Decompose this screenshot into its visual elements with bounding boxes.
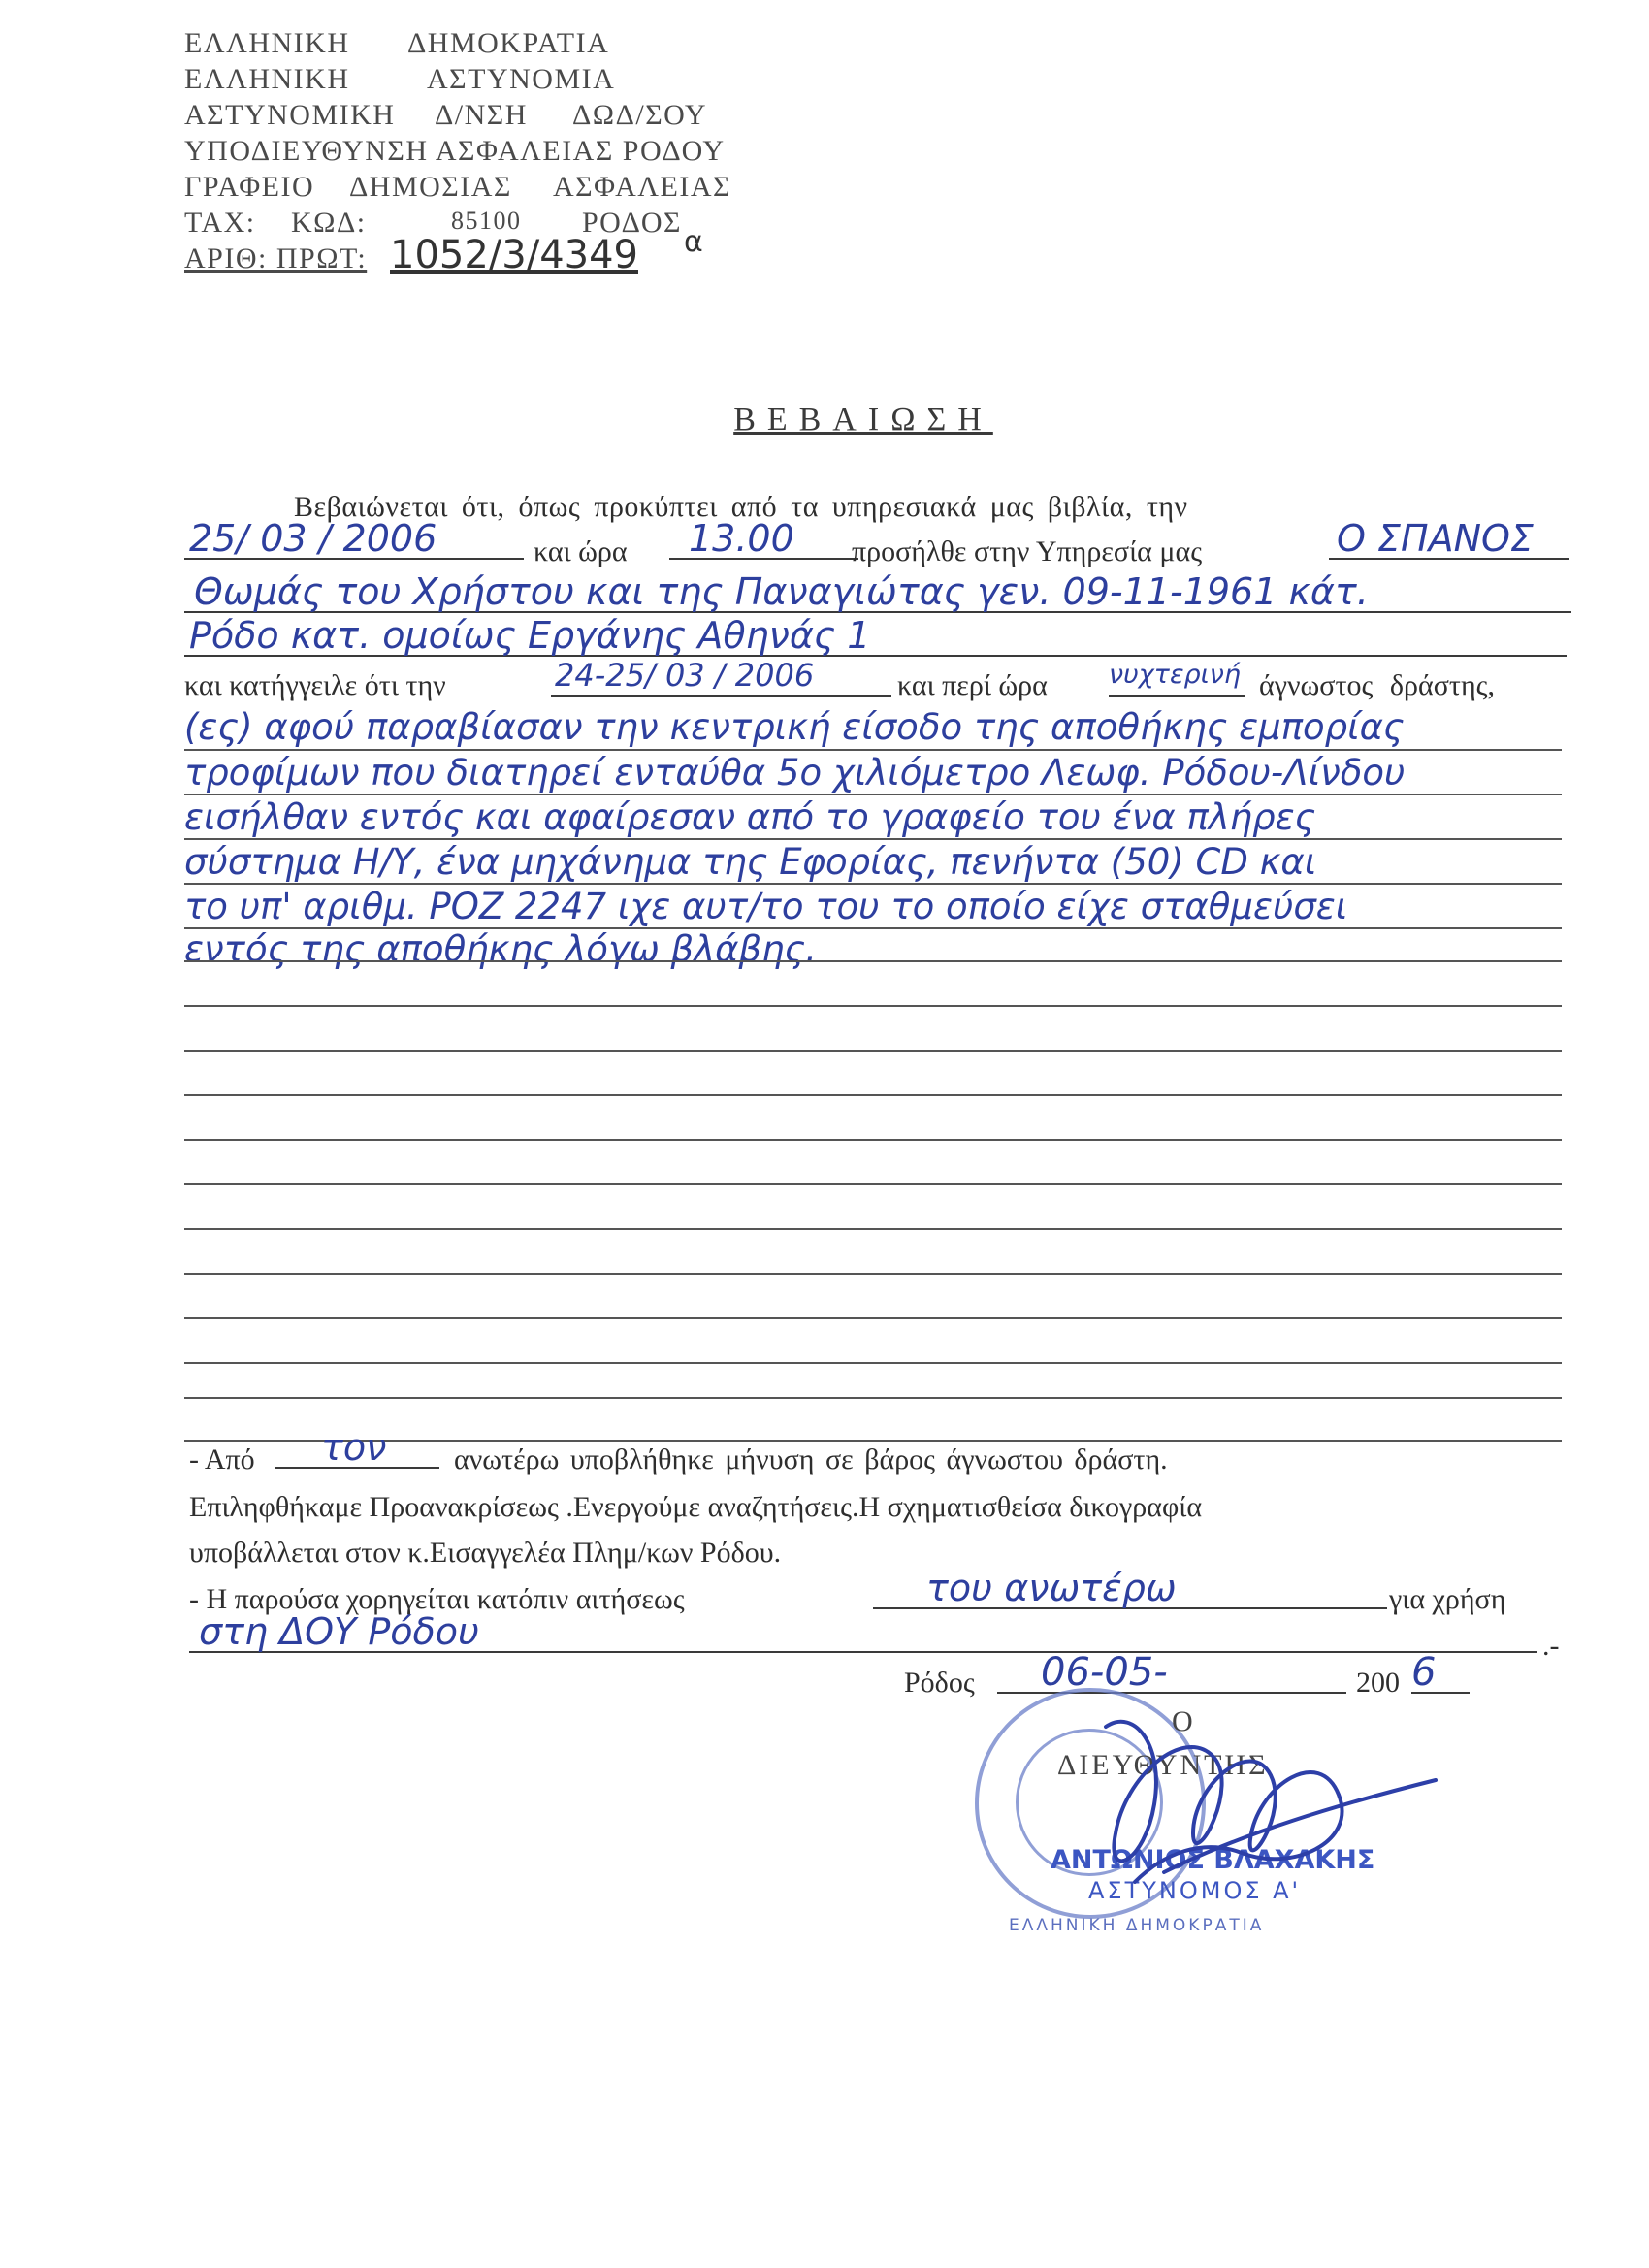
protocol-label: ΑΡΙΘ: ΠΡΩΤ:: [184, 243, 368, 275]
header-text: ΥΠΟΔΙΕΥΘΥΝΣΗ ΑΣΦΑΛΕΙΑΣ ΡΟΔΟΥ: [184, 135, 726, 167]
narrative-line: το υπ' αριθμ. ΡΟΖ 2247 ιχε αυτ/το του το οποίο είχε σταθμεύσει: [184, 886, 1348, 927]
header-text: ΕΛΛΗΝΙΚΗ: [184, 27, 350, 59]
header-text: ΑΣΦΑΛΕΙΑΣ: [553, 171, 731, 203]
ruled-line: [184, 1183, 1562, 1185]
label: Ρόδος: [904, 1667, 975, 1699]
incident-date: 24-25/ 03 / 2006: [551, 656, 891, 697]
appearance-time: 13.00: [669, 519, 858, 560]
ruled-line: [184, 1228, 1562, 1230]
header-text: Δ/ΝΣΗ: [435, 99, 528, 131]
header-text: ΚΩΔ:: [291, 207, 367, 239]
signature-title: ΔΙΕΥΘΥΝΤΗΣ: [1057, 1749, 1269, 1781]
label: άγνωστος δράστης,: [1259, 669, 1496, 701]
issue-year-digit: 6: [1411, 1653, 1470, 1694]
label: - Η παρούσα χορηγείται κατόπιν αιτήσεως: [189, 1583, 685, 1615]
complainant-ref: τον: [275, 1428, 439, 1469]
ruled-line: [184, 1397, 1562, 1399]
ruled-line: [184, 1005, 1562, 1007]
ruled-line: [184, 883, 1562, 885]
label: - Από: [189, 1443, 255, 1475]
footer-text: υποβάλλεται στον κ.Εισαγγελέα Πλημ/κων Ρόδου.: [189, 1537, 782, 1569]
header-text: ΑΣΤΥΝΟΜΙΑ: [427, 63, 616, 95]
label: και κατήγγειλε ότι την: [184, 669, 446, 701]
label: προσήλθε στην Υπηρεσία μας: [852, 535, 1203, 567]
header-text: ΔΩΔ/ΣΟΥ: [572, 99, 708, 131]
ruled-line: [184, 1362, 1562, 1364]
narrative-line: τροφίμων που διατηρεί ενταύθα 5ο χιλιόμετρο Λεωφ. Ρόδου-Λίνδου: [184, 752, 1406, 794]
header-text: ΔΗΜΟΚΡΑΤΙΑ: [407, 27, 610, 59]
stamp-text: ΕΛΛΗΝΙΚΗ ΔΗΜΟΚΡΑΤΙΑ: [1009, 1916, 1265, 1935]
officer-rank: ΑΣΤΥΝΟΜΟΣ Α': [1088, 1877, 1302, 1904]
ruled-line: [184, 1317, 1562, 1319]
document-title: ΒΕΒΑΙΩΣΗ: [733, 402, 993, 437]
header-text: ΡΟΔΟΣ: [582, 207, 682, 239]
label: και περί ώρα: [897, 669, 1048, 701]
ruled-line: [184, 1094, 1562, 1096]
person-details: Θωμάς του Χρήστου και της Παναγιώτας γεν. 09-11-1961 κάτ.: [184, 572, 1571, 613]
ruled-line: [184, 838, 1562, 840]
header-text: 85100: [451, 207, 522, 235]
label: και ώρα: [534, 535, 628, 567]
protocol-number: 1052/3/4349: [390, 233, 638, 277]
header-text: ΑΣΤΥΝΟΜΙΚΗ: [184, 99, 396, 131]
ruled-line: [184, 794, 1562, 795]
narrative-line: εισήλθαν εντός και αφαίρεσαν από το γραφείο του ένα πλήρες: [184, 796, 1316, 838]
intro-text: Βεβαιώνεται ότι, όπως προκύπτει από τα υπηρεσιακά μας βιβλία, την: [294, 491, 1188, 523]
officer-name: ΑΝΤΩΝΙΟΣ ΒΛΑΧΑΚΗΣ: [1051, 1845, 1375, 1875]
person-name: Ο ΣΠΑΝΟΣ: [1329, 519, 1569, 560]
label: ανωτέρω υποβλήθηκε μήνυση σε βάρος άγνωστου δράστη.: [454, 1443, 1168, 1475]
header-text: ΤΑΧ:: [184, 207, 256, 239]
incident-time: νυχτερινή: [1109, 656, 1245, 697]
handwritten-signature: [1048, 1688, 1465, 1911]
narrative-line: (ες) αφού παραβίασαν την κεντρική είσοδο της αποθήκης εμπορίας: [184, 706, 1405, 748]
person-address: Ρόδο κατ. ομοίως Εργάνης Αθηνάς 1: [184, 616, 1567, 657]
separator: .-: [1542, 1630, 1560, 1662]
issue-year: 200: [1356, 1667, 1400, 1699]
label: για χρήση: [1389, 1583, 1506, 1615]
narrative-line: σύστημα Η/Υ, ένα μηχάνημα της Εφορίας, πενήντα (50) CD και: [184, 841, 1317, 883]
ruled-line: [184, 1273, 1562, 1275]
footer-text: Επιληφθήκαμε Προανακρίσεως .Ενεργούμε αναζητήσεις.Η σχηματισθείσα δικογραφία: [189, 1491, 1203, 1523]
appearance-date: 25/ 03 / 2006: [184, 519, 524, 560]
ruled-line: [184, 960, 1562, 962]
signature-article: Ο: [1172, 1705, 1193, 1737]
header-text: ΔΗΜΟΣΙΑΣ: [349, 171, 512, 203]
issue-date: 06-05-: [997, 1653, 1346, 1694]
header-text: ΓΡΑΦΕΙΟ: [184, 171, 315, 203]
purpose: στη ΔΟΥ Ρόδου: [189, 1612, 1537, 1653]
ruled-line: [184, 1139, 1562, 1141]
protocol-suffix: α: [684, 225, 705, 259]
header-text: ΕΛΛΗΝΙΚΗ: [184, 63, 350, 95]
ruled-line: [184, 749, 1562, 751]
ruled-line: [184, 1050, 1562, 1052]
narrative-line: εντός της αποθήκης λόγω βλάβης.: [184, 928, 817, 970]
issuer-header: [184, 27, 766, 278]
applicant: του ανωτέρω: [873, 1569, 1387, 1609]
